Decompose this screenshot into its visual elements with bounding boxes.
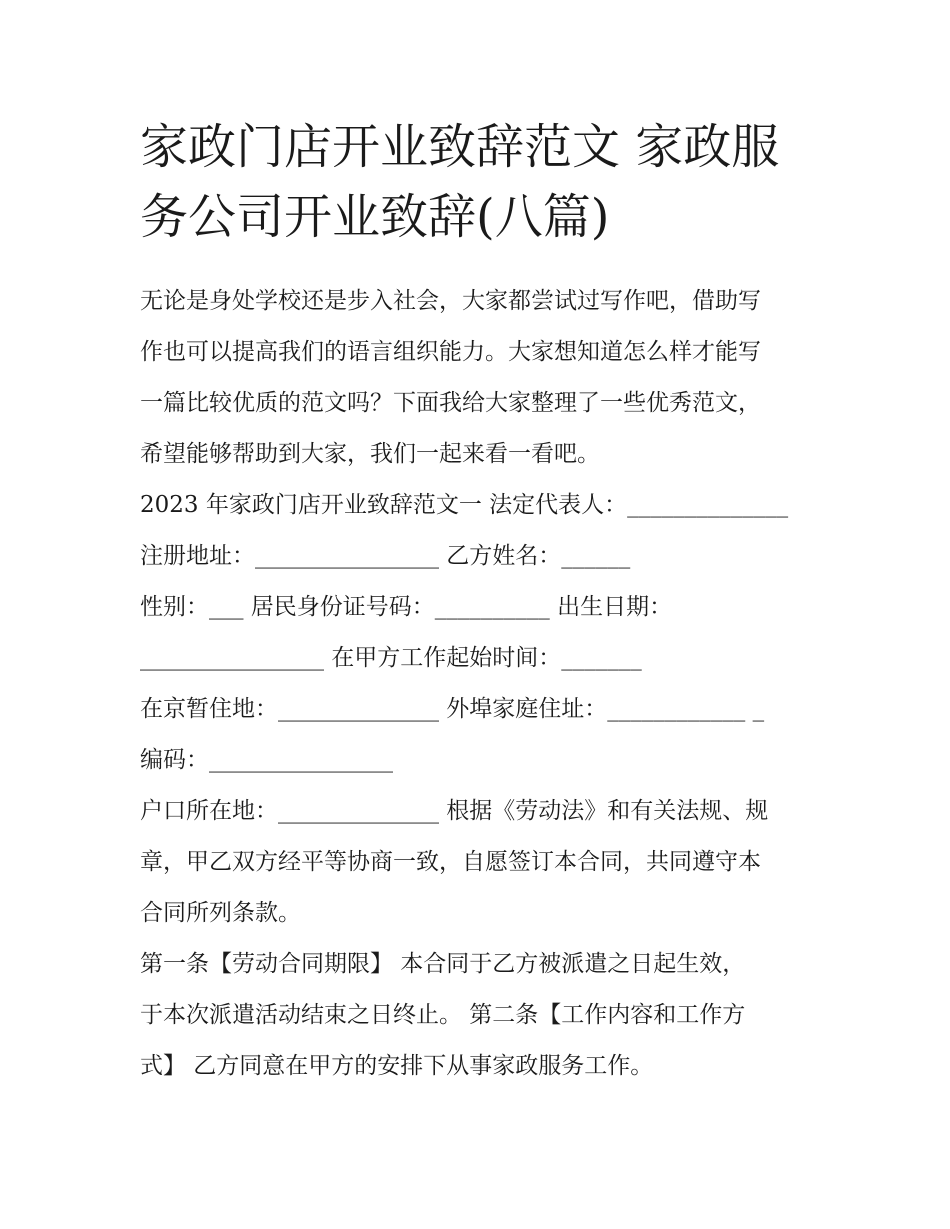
document-content — [140, 112, 812, 1092]
title-line: 家政门店开业致辞范文 家政服 — [140, 119, 780, 175]
contract-line: 章，甲乙双方经平等协商一致，自愿签订本合同，共同遵守本 — [140, 849, 761, 875]
contract-line: 在京暂住地：______________ 外埠家庭住址：____________ _ — [140, 696, 765, 722]
contract-body — [140, 480, 812, 1092]
contract-line: 注册地址：________________ 乙方姓名：______ — [140, 543, 631, 569]
title-line: 务公司开业致辞(八篇) — [140, 189, 610, 245]
intro-line: 一篇比较优质的范文吗？下面我给大家整理了一些优秀范文， — [140, 390, 761, 416]
intro-line: 希望能够帮助到大家，我们一起来看一看吧。 — [140, 441, 600, 467]
contract-line: 于本次派遣活动结束之日终止。 第二条【工作内容和工作方 — [140, 1002, 746, 1028]
contract-line: 合同所列条款。 — [140, 900, 301, 926]
contract-line: 户口所在地：______________ 根据《劳动法》和有关法规、规 — [140, 798, 769, 824]
intro-line: 作也可以提高我们的语言组织能力。大家想知道怎么样才能写 — [140, 339, 761, 365]
contract-line: 式】 乙方同意在甲方的安排下从事家政服务工作。 — [140, 1053, 654, 1079]
contract-line: 2023 年家政门店开业致辞范文一 法定代表人：______________ — [140, 492, 789, 518]
document-title — [140, 112, 812, 252]
intro-line: 无论是身处学校还是步入社会，大家都尝试过写作吧，借助写 — [140, 288, 761, 314]
contract-line: ________________ 在甲方工作起始时间：_______ — [140, 645, 642, 671]
contract-line: 第一条【劳动合同期限】 本合同于乙方被派遣之日起生效， — [140, 951, 746, 977]
contract-line: 编码：________________ — [140, 747, 393, 773]
intro-paragraph — [140, 276, 812, 480]
contract-line: 性别：___ 居民身份证号码：__________ 出生日期： — [140, 594, 673, 620]
